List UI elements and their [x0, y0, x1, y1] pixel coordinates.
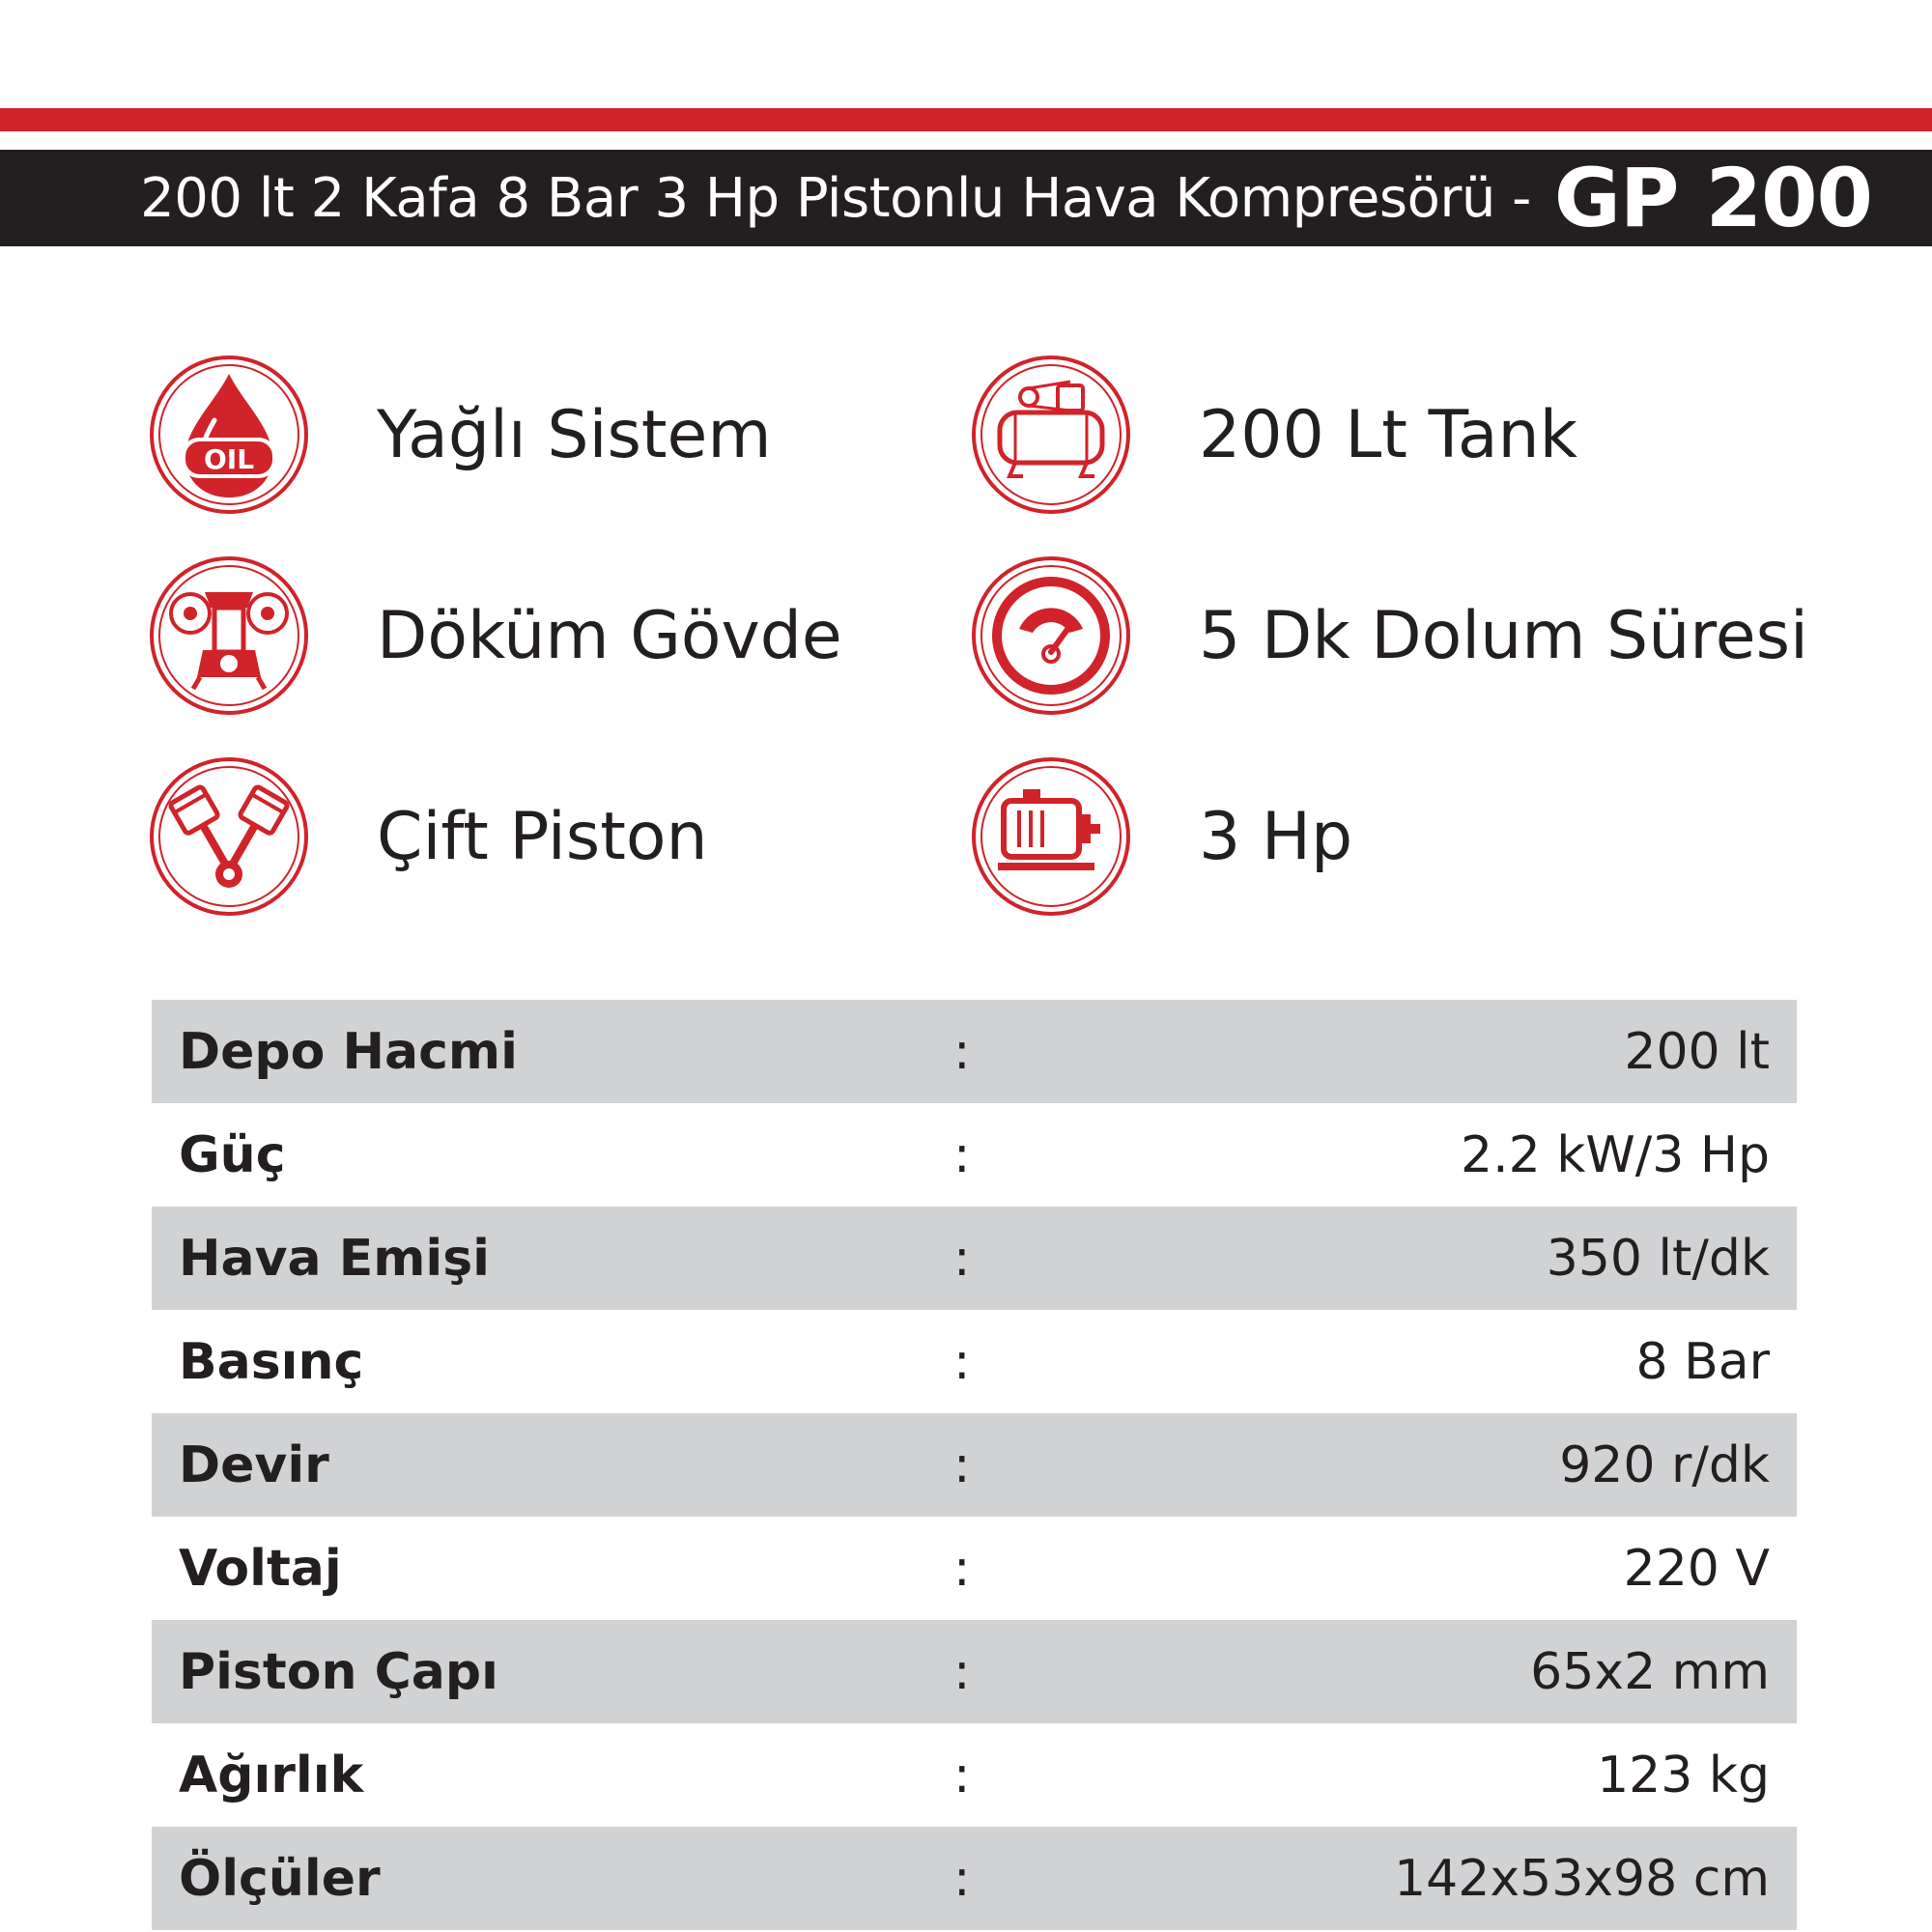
model-name: GP 200 [1553, 151, 1872, 245]
spec-separator: : [953, 1125, 971, 1184]
spec-name: Güç [179, 1125, 286, 1184]
spec-separator: : [953, 1539, 971, 1598]
spec-table [152, 1000, 1797, 1930]
spec-row-depo-hacmi [152, 1000, 1797, 1103]
spec-name: Hava Emişi [179, 1229, 491, 1288]
feature-cast-body [147, 554, 842, 718]
spec-value: 65x2 mm [1530, 1642, 1770, 1701]
spec-row-guc [152, 1103, 1797, 1207]
spec-row-olculer [152, 1827, 1797, 1930]
spec-name: Voltaj [179, 1539, 342, 1598]
feature-oil-system [147, 353, 772, 517]
spec-row-hava-emisi [152, 1207, 1797, 1310]
twin-piston-icon [147, 754, 311, 919]
spec-separator: : [953, 1332, 971, 1391]
electric-motor-icon [969, 754, 1133, 919]
feature-label: 200 Lt Tank [1199, 396, 1577, 473]
spec-row-agirlik [152, 1723, 1797, 1827]
air-tank-icon [969, 353, 1133, 517]
spec-name: Depo Hacmi [179, 1022, 518, 1081]
spec-name: Basınç [179, 1332, 364, 1391]
spec-value: 350 lt/dk [1546, 1229, 1770, 1288]
feature-power [969, 754, 1352, 919]
feature-tank [969, 353, 1577, 517]
spec-separator: : [953, 1642, 971, 1701]
product-title: 200 lt 2 Kafa 8 Bar 3 Hp Pistonlu Hava Kompresörü - [140, 166, 1531, 230]
spec-separator: : [953, 1022, 971, 1081]
red-stripe [0, 108, 1932, 131]
spec-name: Piston Çapı [179, 1642, 498, 1701]
spec-value: 200 lt [1624, 1022, 1770, 1081]
spec-name: Devir [179, 1435, 329, 1494]
feature-fill-time [969, 554, 1808, 718]
spec-value: 220 V [1623, 1539, 1770, 1598]
feature-twin-piston [147, 754, 708, 919]
spec-separator: : [953, 1746, 971, 1804]
feature-label: 3 Hp [1199, 798, 1353, 875]
feature-label: Çift Piston [377, 798, 708, 875]
spec-value: 142x53x98 cm [1394, 1849, 1770, 1908]
spec-row-piston-capi [152, 1620, 1797, 1723]
spec-value: 123 kg [1597, 1746, 1770, 1804]
feature-label: Yağlı Sistem [377, 396, 772, 473]
feature-label: 5 Dk Dolum Süresi [1199, 597, 1808, 674]
spec-name: Ağırlık [179, 1746, 364, 1804]
spec-name: Ölçüler [179, 1849, 381, 1908]
oil-drop-icon [147, 353, 311, 517]
spec-value: 8 Bar [1635, 1332, 1770, 1391]
spec-value: 2.2 kW/3 Hp [1461, 1125, 1770, 1184]
spec-value: 920 r/dk [1559, 1435, 1770, 1494]
pressure-gauge-icon [969, 554, 1133, 718]
feature-label: Döküm Gövde [377, 597, 842, 674]
spec-separator: : [953, 1849, 971, 1908]
spec-row-basinc [152, 1310, 1797, 1413]
spec-separator: : [953, 1229, 971, 1288]
spec-row-voltaj [152, 1517, 1797, 1620]
spec-separator: : [953, 1435, 971, 1494]
title-bar [0, 150, 1932, 246]
spec-row-devir [152, 1413, 1797, 1517]
oil-icon-text: OIL [203, 443, 255, 475]
cast-body-icon [147, 554, 311, 718]
